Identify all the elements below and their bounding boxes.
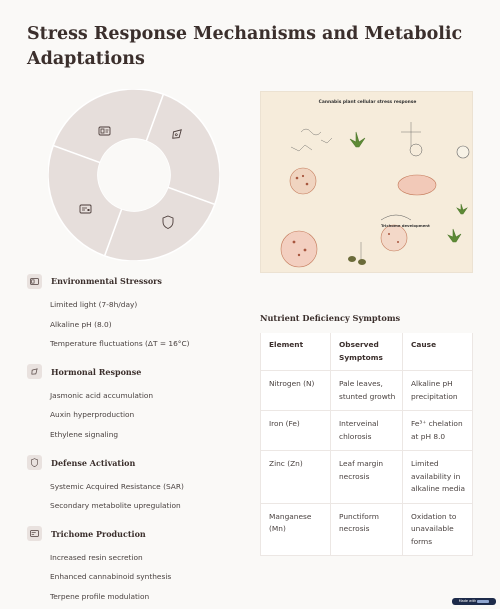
table-cell: Oxidation to unavailable forms <box>403 503 473 556</box>
table-row <box>261 411 473 451</box>
table-cell: Iron (Fe) <box>261 411 331 451</box>
table-cell: Limited availability in alkaline media <box>403 451 473 504</box>
nutrient-table-title: Nutrient Deficiency Symptoms <box>260 313 401 323</box>
section-item: Limited light (7-8h/day) <box>50 300 138 309</box>
section-item: Alkaline pH (8.0) <box>50 319 112 329</box>
section-title: Trichome Production <box>51 528 146 539</box>
section-item: Ethylene signaling <box>50 429 119 439</box>
table-cell: Leaf margin necrosis <box>331 451 403 504</box>
stress-sections <box>27 272 237 609</box>
identity-card-icon <box>27 274 42 289</box>
table-cell: Manganese (Mn) <box>261 503 331 556</box>
section-item: Terpene profile modulation <box>50 591 150 601</box>
page-title: Stress Response Mechanisms and Metabolic Adaptations <box>27 24 463 69</box>
section-item: Increased resin secretion <box>50 552 143 562</box>
table-cell: Interveinal chlorosis <box>331 411 403 451</box>
cycle-diagram <box>48 89 220 261</box>
column-header-element: Element <box>261 333 331 371</box>
table-header-row <box>261 333 473 371</box>
section-title: Environmental Stressors <box>51 276 162 286</box>
cannabis-stress-figure <box>260 91 473 273</box>
figure-title: Cannabis plant cellular stress response <box>318 100 417 105</box>
section-header <box>27 272 237 290</box>
section-header <box>27 525 237 543</box>
pen-nib-icon <box>27 364 42 379</box>
table-row <box>261 371 473 411</box>
nutrient-table <box>260 333 473 556</box>
table-cell: Alkaline pH precipitation <box>403 371 473 411</box>
id-card-icon <box>27 526 42 541</box>
section-item: Temperature fluctuations (ΔT = 16°C) <box>50 339 190 349</box>
section-item: Enhanced cannabinoid synthesis <box>50 572 172 582</box>
table-cell: Punctiform necrosis <box>331 503 403 556</box>
shield-icon <box>27 455 42 470</box>
figure-illustration <box>261 92 474 274</box>
section-item: Secondary metabolite upregulation <box>50 501 181 511</box>
column-header-cause: Cause <box>403 333 473 371</box>
table-row <box>261 503 473 556</box>
section-title: Hormonal Response <box>51 366 142 377</box>
figure-subtitle: Trichome development <box>381 223 430 228</box>
section-title: Defense Activation <box>51 457 136 468</box>
table-cell: Pale leaves, stunted growth <box>331 371 403 411</box>
table-cell: Zinc (Zn) <box>261 451 331 504</box>
section-header <box>27 363 237 381</box>
section-item: Systemic Acquired Resistance (SAR) <box>50 481 184 491</box>
table-cell: Nitrogen (N) <box>261 371 331 411</box>
table-cell: Fe³⁺ chelation at pH 8.0 <box>403 411 473 451</box>
section-item: Jasmonic acid accumulation <box>50 390 154 400</box>
section-item: Auxin hyperproduction <box>50 410 135 420</box>
made-with-badge[interactable]: Made with <box>452 598 496 605</box>
table-row <box>261 451 473 504</box>
column-header-symptoms: Observed Symptoms <box>331 333 403 371</box>
section-header <box>27 454 237 472</box>
